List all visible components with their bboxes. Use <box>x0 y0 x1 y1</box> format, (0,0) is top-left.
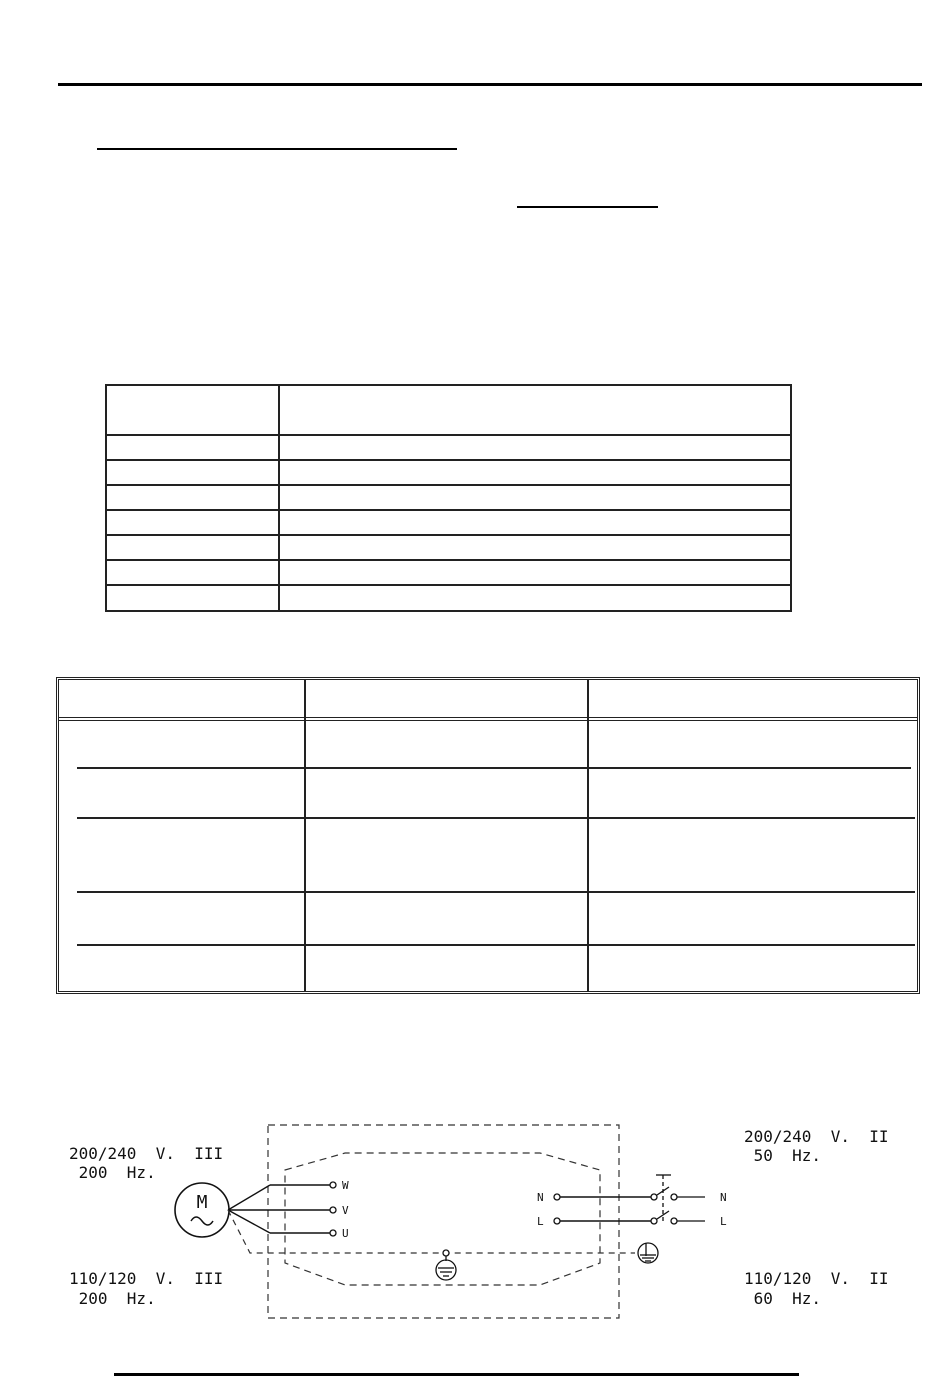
board-outline <box>285 1153 600 1285</box>
spec-table-row-divider <box>107 484 790 486</box>
motor-wiring <box>228 1185 330 1233</box>
input-terminal-l <box>554 1218 560 1224</box>
right-bottom-frequency-label: 60 Hz. <box>744 1289 822 1308</box>
left-top-voltage-label: 200/240 V. III <box>69 1144 224 1163</box>
spec-table-header-divider <box>107 434 790 436</box>
double-pole-switch-icon <box>651 1175 705 1224</box>
top-rule <box>58 83 922 86</box>
ac-wave-icon <box>191 1217 213 1225</box>
wiring-schematic <box>60 1115 920 1330</box>
spec-table-row-divider <box>107 459 790 461</box>
spec-table-column-divider <box>278 386 280 610</box>
supply-label-n: N <box>720 1191 727 1204</box>
troubleshooting-table-row-divider <box>77 767 911 769</box>
motor-symbol <box>175 1183 229 1237</box>
supply-wiring <box>560 1197 651 1221</box>
left-top-frequency-label: 200 Hz. <box>69 1163 156 1182</box>
troubleshooting-table <box>56 677 920 994</box>
right-top-frequency-label: 50 Hz. <box>744 1146 822 1165</box>
terminal-v <box>330 1207 336 1213</box>
bottom-rule <box>114 1373 799 1376</box>
spec-table-row-divider <box>107 559 790 561</box>
input-terminal-n <box>554 1194 560 1200</box>
spec-table-row-divider <box>107 509 790 511</box>
ground-icon <box>638 1243 658 1263</box>
left-bottom-voltage-label: 110/120 V. III <box>69 1269 224 1288</box>
troubleshooting-table-header-divider <box>59 717 917 721</box>
spec-table-row-divider <box>107 584 790 586</box>
supply-label-l: L <box>720 1215 727 1228</box>
terminal-w <box>330 1182 336 1188</box>
troubleshooting-table-row-divider <box>77 944 915 946</box>
terminal-label-w: W <box>342 1179 349 1192</box>
troubleshooting-table-row-divider <box>77 817 915 819</box>
terminal-label-v: V <box>342 1204 349 1217</box>
right-bottom-voltage-label: 110/120 V. II <box>744 1269 889 1288</box>
terminal-u <box>330 1230 336 1236</box>
motor-letter: M <box>196 1192 208 1213</box>
left-bottom-frequency-label: 200 Hz. <box>69 1289 156 1308</box>
ground-icon <box>436 1250 456 1280</box>
input-label-n: N <box>537 1191 544 1204</box>
earth-wire <box>228 1210 635 1253</box>
right-top-voltage-label: 200/240 V. II <box>744 1127 889 1146</box>
input-label-l: L <box>537 1215 544 1228</box>
spec-table <box>105 384 792 612</box>
section-heading <box>97 128 457 150</box>
spec-table-row-divider <box>107 534 790 536</box>
troubleshooting-table-row-divider <box>77 891 915 893</box>
wiring-diagram <box>60 1115 920 1330</box>
subheading <box>517 186 658 208</box>
terminal-label-u: U <box>342 1227 349 1240</box>
